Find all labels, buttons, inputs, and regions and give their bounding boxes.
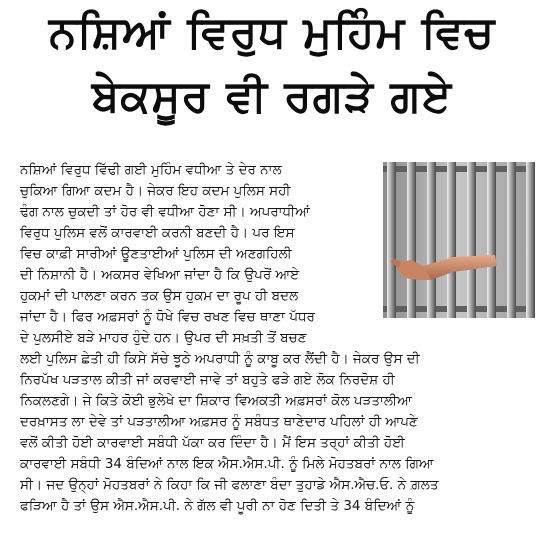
- article-line: ਨਿਰਪੱਖ ਪੜਤਾਲ ਕੀਤੀ ਜਾਂ ਕਰਵਾਈ ਜਾਵੇ ਤਾਂ ਬਹੁਤੇ ਫੜੇ ਗਏ ਲੋਕ ਨਿਰਦੋਸ਼ ਹੀ: [20, 372, 395, 388]
- jail-bars-photo: [383, 162, 535, 318]
- headline-line-2: ਬੇਕਸੂਰ ਵੀ ਰਗੜੇ ਗਏ: [91, 71, 453, 122]
- article-line: ਹੁਕਮਾਂ ਦੀ ਪਾਲਣਾ ਕਰਨ ਤਕ ਉਸ ਹੁਕਮ ਦਾ ਰੂਪ ਹੀ ਬਦਲ: [20, 288, 299, 304]
- article-line: ਵਿਰੁਧ ਪੁਲਿਸ ਵਲੋਂ ਕਾਰਵਾਈ ਕਰਨੀ ਬਣਦੀ ਹੈ। ਪਰ ਇਸ: [20, 225, 295, 241]
- article-line: ਕਾਰਵਾਈ ਸਬੰਧੀ 34 ਬੰਦਿਆਂ ਨਾਲ ਇਕ ਐਸ.ਐਸ.ਪੀ. ਨੂੰ ਮਿਲੇ ਮੋਹਤਬਰਾਂ ਨਾਲ ਗਿਆ: [20, 456, 434, 472]
- article-line: ਲਈ ਪੁਲਿਸ ਛੇਤੀ ਹੀ ਕਿਸੇ ਸੱਚੇ ਝੂਠੇ ਅਪਰਾਧੀ ਨੂੰ ਕਾਬੂ ਕਰ ਲੈਂਦੀ ਹੈ। ਜੇਕਰ ਉਸ ਦੀ: [20, 351, 420, 367]
- article-line: ਵਲੋਂ ਕੀਤੀ ਹੋਈ ਕਾਰਵਾਈ ਸਬੰਧੀ ਪੱਕਾ ਕਰ ਦਿੰਦਾ ਹੈ। ਮੈਂ ਇਸ ਤਰ੍ਹਾਂ ਕੀਤੀ ਹੋਈ: [20, 435, 405, 451]
- article-line: ਫੜਿਆ ਹੈ ਤਾਂ ਉਸ ਐਸ.ਐਸ.ਪੀ. ਨੇ ਗੱਲ ਵੀ ਪੂਰੀ ਨਾ ਹੋਣ ਦਿਤੀ ਤੇ 34 ਬੰਦਿਆਂ ਨੂੰ: [20, 498, 415, 514]
- article-line: ਢੰਗ ਨਾਲ ਚੁਕਦੀ ਤਾਂ ਹੋਰ ਵੀ ਵਧੀਆ ਹੋਣਾ ਸੀ। ਅਪਰਾਧੀਆਂ: [20, 204, 310, 220]
- article-line: ਵਿਚ ਕਾਫ਼ੀ ਸਾਰੀਆਂ ਊਣਤਾਈਆਂ ਪੁਲਿਸ ਦੀ ਅਣਗਹਿਲੀ: [20, 246, 292, 262]
- article-line: ਜਾਂਦਾ ਹੈ। ਫਿਰ ਅਫ਼ਸਰਾਂ ਨੂੰ ਧੋਖੇ ਵਿਚ ਰਖਣ ਵਿਚ ਥਾਣਾ ਪੱਧਰ: [20, 309, 315, 325]
- article-line: ਸੀ। ਜਦ ਉਨ੍ਹਾਂ ਮੋਹਤਬਰਾਂ ਨੇ ਕਿਹਾ ਕਿ ਜੀ ਫਲਾਣਾ ਬੰਦਾ ਤੁਹਾਡੇ ਐਸ.ਐਚ.ਓ. ਨੇ ਗ਼ਲਤ: [20, 477, 439, 493]
- article-line: ਦੀ ਨਿਸ਼ਾਨੀ ਹੈ। ਅਕਸਰ ਵੇਖਿਆ ਜਾਂਦਾ ਹੈ ਕਿ ਉਪਰੋਂ ਆਏ: [20, 267, 300, 283]
- headline-line-1: ਨਸ਼ਿਆਂ ਵਿਰੁਧ ਮੁਹਿੰਮ ਵਿਚ: [48, 7, 496, 58]
- article-line: ਨਸ਼ਿਆਂ ਵਿਰੁਧ ਵਿੱਢੀ ਗਈ ਮੁਹਿੰਮ ਵਧੀਆ ਤੇ ਦੇਰ ਨਾਲ: [20, 162, 282, 178]
- article-line: ਚੁਕਿਆ ਗਿਆ ਕਦਮ ਹੈ। ਜੇਕਰ ਇਹ ਕਦਮ ਪੁਲਿਸ ਸਹੀ: [20, 183, 291, 199]
- article-line: ਨਿਕਲਣਗੇ। ਜੇ ਕਿਤੇ ਕੋਈ ਭੁਲੇਖੇ ਦਾ ਸ਼ਿਕਾਰ ਵਿਅਕਤੀ ਅਫ਼ਸਰਾਂ ਕੋਲ ਪੜਤਾਲੀਆ: [20, 393, 412, 409]
- article-line: ਦਰਖ਼ਾਸਤ ਲਾ ਦੇਵੇ ਤਾਂ ਪੜਤਾਲੀਆ ਅਫ਼ਸਰ ਨੂੰ ਸਬੰਧਤ ਥਾਣੇਦਾਰ ਪਹਿਲਾਂ ਹੀ ਆਪਣੇ: [20, 414, 418, 430]
- article-line: ਦੇ ਪੁਲਸੀਏ ਬੜੇ ਮਾਹਰ ਹੁੰਦੇ ਹਨ। ਉਪਰ ਦੀ ਸਖ਼ਤੀ ਤੋਂ ਬਚਣ: [20, 330, 307, 346]
